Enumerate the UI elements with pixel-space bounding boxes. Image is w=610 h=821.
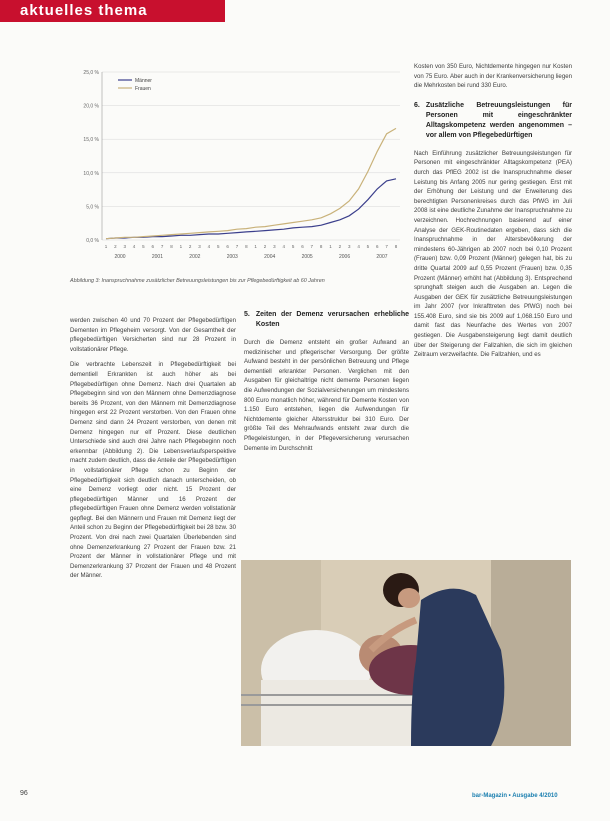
section-number: 5. — [244, 311, 250, 318]
x-tick-label: 4 — [207, 244, 211, 249]
year-label: 2002 — [189, 254, 201, 260]
paragraph: Kosten von 350 Euro, Nichtdemente hingegen nur Kosten von 75 Euro. Aber auch in der Krankenversicherung liegen die Mehrkosten bei rund 330 Euro. — [414, 63, 572, 90]
y-tick-label: 15,0 % — [83, 137, 99, 144]
x-tick-label: 1 — [104, 244, 108, 249]
paragraph: werden zwischen 40 und 70 Prozent der Pflegebedürftigen Dementen im Pflegeheim versorgt. Von der Gesamtheit der pflegebedürftigen Versicherten sind nur 28 Prozent in vollstationärer Pflege. — [70, 317, 236, 353]
series-line-frauen — [106, 128, 396, 238]
x-tick-label: 2 — [114, 244, 117, 249]
x-tick-label: 4 — [282, 244, 285, 249]
section-heading: Zeiten der Demenz verursachen erhebliche Kosten — [255, 311, 409, 328]
y-tick-label: 0,0 % — [86, 238, 99, 244]
x-tick-label: 5 — [217, 244, 220, 249]
section-number: 6. — [414, 101, 420, 109]
year-label: 2004 — [264, 254, 276, 260]
x-tick-label: 2 — [188, 244, 192, 249]
year-label: 2003 — [226, 254, 238, 260]
x-tick-label: 7 — [310, 244, 314, 249]
photo-care-scene — [241, 560, 571, 746]
y-tick-label: 10,0 % — [83, 170, 99, 177]
x-tick-label: 5 — [142, 244, 145, 249]
section-banner — [0, 0, 225, 22]
x-tick-label: 2 — [338, 244, 342, 249]
x-tick-label: 6 — [376, 244, 379, 249]
x-tick-label: 1 — [329, 244, 332, 249]
column-1 — [70, 316, 236, 587]
x-tick-label: 7 — [385, 244, 388, 249]
y-tick-label: 20,0 % — [83, 103, 99, 110]
legend-label: Männer — [135, 78, 152, 84]
y-tick-label: 25,0 % — [83, 70, 99, 76]
x-tick-label: 1 — [254, 244, 257, 249]
year-label: 2007 — [376, 254, 388, 260]
x-tick-label: 8 — [245, 244, 248, 249]
x-tick-label: 3 — [273, 244, 276, 249]
x-tick-label: 8 — [170, 244, 173, 249]
column-3 — [414, 62, 572, 366]
line-chart — [70, 62, 415, 274]
footer-text: bar-Magazin • Ausgabe 4/2010 — [472, 793, 558, 799]
paragraph: Nach Einführung zusätzlicher Betreuungsleistungen für Personen mit eingeschränkter Alltagskompetenz (PEA) durch das PflEG 2002 ist die Inanspruchnahme dieser Leistung bis Anfang 2005 nur gering gestiegen. Erst mit der Erhöhung der Leistung und der Erweiterung des berechtigten Personenkreises durch das PfWG im Juli 2008 ist eine deutliche Zunahme der Inanspruchnahme zu verzeichnen. Hochrechnungen basierend auf einer Analyse der GEK-Routinedaten ergeben, dass sich die Inanspruchnahme in der Altersbevölkerung der mindestens 60-Jährigen ab 2007 noch bei 0,10 Prozent (Frauen) bzw. 0,09 Prozent (Männer) gelegen hat, bis zu dritte Quartal 2009 auf 0,55 Prozent (Frauen) bzw. 0,35 Prozent (Männer) erhöht hat (Abbildung 3). Entsprechend sprunghaft steigen auch die Ausgaben an. Legen die Ausgaben der GEK für zusätzliche Betreuungsleistungen im Jahr 2007 (vor Inkrafttreten des PfWG) noch bei 155.408 Euro, sind sie bis 2009 auf 1,068.150 Euro und damit fast das Neunfache des Wertes von 2007 gestiegen. Die Ausgabensteigerung liegt damit deutlich über der Steigerung der Fallzahlen, die sich im gleichen Zeitraum verzweifachte. Die Fallzahlen, und es — [414, 149, 572, 359]
x-tick-label: 7 — [235, 244, 239, 249]
legend-label: Frauen — [135, 86, 151, 92]
section-title: aktuelles thema — [20, 2, 148, 19]
section-heading: Zusätzliche Betreuungsleistungen für Personen mit eingeschränkter Alltagskompetenz werden angenommen – vor allem von Pflegebedürftigen — [425, 101, 572, 139]
x-tick-label: 5 — [366, 244, 370, 249]
paragraph: Die verbrachte Lebenszeit in Pflegebedürftigkeit bei dementiell Erkrankten ist auch höher als bei Pflegebedürftigen ohne Demenz. Nach drei Quartalen ab Pflegebeginn sind von den Männern ohne Demenzdiagnose bereits 36 Prozent, von den Männern mit Demenzdiagnose hingegen erst 22 Prozent verstorben. Von den Frauen ohne Demenz sind dann 24 Prozent verstorben, von denen mit Demenz hingegen nur elf Prozent. Diese deutlichen Unterschiede sind auch drei Jahre nach Pflegebeginn noch erkennbar (Abbildung 2). Die Lebensverlaufsperspektive macht zudem deutlich, dass die Anteile der Pflegebedürftigen in vollstationärer Pflege schon zu Beginn der Pflegebedürftigkeit sich deutlich danach unterscheiden, ob eine Demenz vorliegt oder nicht. 15 Prozent der pflegebedürftigen Männer und 16 Prozent der pflegebedürftigen Frauen ohne Demenz werden vollstationär gepflegt. Bei den Männern und Frauen mit Demenz liegt der Anteil schon zu Beginn der Pflegebedürftigkeit bei 28 bzw. 30 Prozent. Von drei nach zwei Quartalen Überlebenden sind ohne Demenzerkrankung 27 Prozent der Frauen bzw. 21 Prozent der Männer in vollstationärer Pflege und mit Demenzerkrankung 37 Prozent der Frauen und 48 Prozent der Männer. — [70, 361, 236, 580]
x-tick-label: 4 — [357, 244, 360, 249]
x-tick-label: 3 — [198, 244, 201, 249]
paragraph: Durch die Demenz entsteht ein großer Aufwand an medizinischer und pflegerischer Versorgung. Der größte Aufwand besteht in der persönlichen Betreuung und Pflege dementiell erkrankter Personen. Verglichen mit den Ausgaben für gleichaltrige nicht demente Personen liegen die Aufwendungen der Sozialversicherungen um mindestens 800 Euro monatlich höher, während für Demente Kosten von 1.150 Euro entstehen, liegen die Aufwendungen für Nichtdemente gleicher Altersstruktur bei 310 Euro. Der größte Teil des Mehraufwands entsteht zwar durch die Pflegeleistungen, in der Pflegeversicherung verursachen Demente im Durchschnitt — [244, 339, 409, 452]
x-tick-label: 6 — [301, 244, 304, 249]
x-tick-label: 5 — [291, 244, 295, 249]
x-tick-label: 6 — [226, 244, 229, 249]
year-label: 2000 — [114, 254, 126, 260]
x-tick-label: 1 — [179, 244, 183, 249]
x-tick-label: 7 — [160, 244, 164, 249]
column-2 — [244, 310, 409, 459]
x-tick-label: 3 — [347, 244, 351, 249]
figure-caption: Abbildung 3: Inanspruchnahme zusätzlicher Betreuungsleistungen bis zur Pflegebedürftigkeit ab 60 Jahren — [70, 278, 325, 284]
page-number: 96 — [20, 790, 28, 797]
x-tick-label: 2 — [263, 244, 267, 249]
x-tick-label: 8 — [319, 244, 323, 249]
x-tick-label: 6 — [151, 244, 155, 249]
x-tick-label: 8 — [394, 244, 398, 249]
y-tick-label: 5,0 % — [86, 204, 99, 211]
year-label: 2005 — [301, 254, 313, 260]
year-label: 2001 — [151, 254, 164, 260]
x-tick-label: 3 — [123, 244, 126, 249]
x-tick-label: 4 — [132, 244, 136, 249]
series-line-maenner — [106, 179, 396, 239]
year-label: 2006 — [338, 254, 351, 260]
